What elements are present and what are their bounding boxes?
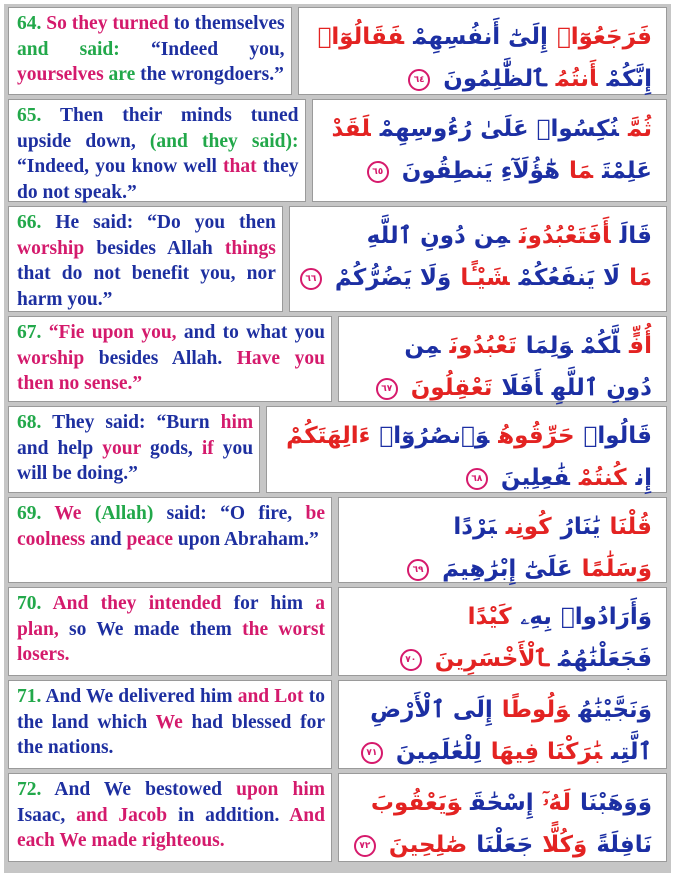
- translation-segment: so We made them: [58, 618, 243, 640]
- translation-segment: And We bestowed: [54, 779, 237, 800]
- translation-segment: to the land which: [17, 686, 325, 733]
- arabic-word: لَا يَنفَعُكُمْ: [518, 265, 621, 291]
- arabic-verse: [338, 316, 667, 402]
- translation-segment: And each We made righteous.: [17, 804, 325, 851]
- arabic-word: بِهِۦ: [520, 604, 552, 630]
- translation-segment: 64.: [17, 13, 47, 34]
- arabic-word: كُنتُمْ: [578, 465, 627, 491]
- translation-segment: besides Allah.: [84, 347, 237, 369]
- verse-row: [8, 7, 667, 95]
- arabic-word: لِلْعَٰلَمِينَ: [395, 739, 482, 765]
- arabic-word: أَفَتَعْبُدُونَ: [518, 223, 611, 249]
- arabic-word: صَٰلِحِينَ: [388, 832, 468, 858]
- english-translation: [8, 406, 260, 493]
- translation-segment: in addition.: [167, 804, 290, 826]
- verse-row: [8, 406, 667, 493]
- arabic-word: وَٱنصُرُوٓا۟: [379, 423, 490, 449]
- translation-segment: (and they said):: [149, 130, 299, 152]
- arabic-word: نَافِلَةً: [596, 832, 652, 858]
- verse-row: [8, 680, 667, 769]
- arabic-word: عَلِمْتَ: [602, 158, 652, 184]
- verse-number-marker: ٦٧: [376, 378, 398, 400]
- arabic-word: إِسْحَٰقَ: [470, 790, 534, 816]
- arabic-line: [323, 108, 652, 150]
- english-translation: [8, 206, 283, 312]
- arabic-word: تَعْقِلُونَ: [410, 375, 493, 401]
- arabic-word: جَعَلْنَا: [476, 832, 534, 858]
- arabic-verse: [312, 99, 667, 202]
- arabic-word: مِن دُونِ ٱللَّهِ: [366, 223, 510, 249]
- translation-segment: “Fie upon you,: [48, 322, 177, 343]
- arabic-line: [349, 506, 652, 548]
- translation-segment: intended: [148, 593, 222, 614]
- translation-segment: upon Abraham.”: [173, 528, 319, 550]
- arabic-line: [277, 457, 652, 499]
- arabic-line: [349, 824, 652, 866]
- arabic-line: [349, 367, 652, 409]
- translation-segment: (Allah): [81, 503, 167, 524]
- translation-segment: and: [85, 528, 127, 550]
- arabic-word: نُكِسُوا۟ عَلَىٰ رُءُوسِهِمْ: [379, 116, 619, 142]
- verse-row: [8, 206, 667, 312]
- translation-segment: that: [223, 156, 257, 177]
- arabic-word: ٱلظَّٰلِمُونَ: [443, 66, 547, 92]
- translation-segment: gods,: [140, 437, 202, 459]
- arabic-line: [349, 638, 652, 680]
- verse-row: [8, 99, 667, 202]
- translation-segment: peace: [126, 528, 174, 550]
- arabic-word: مَا: [569, 158, 594, 184]
- translation-segment: if: [201, 437, 214, 459]
- arabic-verse: [266, 406, 667, 493]
- translation-segment: Isaac,: [17, 804, 77, 826]
- arabic-word: عَلَىٰٓ إِبْرَٰهِيمَ: [442, 556, 573, 582]
- translation-segment: “Indeed you,: [119, 38, 285, 60]
- arabic-word: وَوَهَبْنَا: [580, 790, 652, 816]
- arabic-word: يَٰنَارُ: [560, 514, 601, 540]
- arabic-word: لَّكُمْ: [581, 333, 621, 359]
- translation-segment: Have you then no sense.”: [17, 347, 325, 394]
- translation-segment: are: [103, 64, 136, 85]
- translation-segment: 67.: [17, 322, 49, 343]
- arabic-line: [349, 325, 652, 367]
- translation-segment: they do not speak.”: [17, 156, 299, 203]
- arabic-word: قَالُوا۟: [583, 423, 652, 449]
- arabic-word: ءَالِهَتَكُمْ: [286, 423, 371, 449]
- translation-segment: And We delivered him: [45, 686, 238, 707]
- translation-segment: upon him: [236, 779, 325, 800]
- arabic-verse: [338, 587, 667, 676]
- translation-segment: 69.: [17, 503, 55, 524]
- arabic-word: لَهُۥٓ: [542, 790, 572, 816]
- arabic-line: [309, 58, 652, 100]
- verse-number-marker: ٦٥: [367, 161, 389, 183]
- translation-segment: 66.: [17, 212, 56, 233]
- english-translation: [8, 316, 332, 402]
- translation-segment: 65.: [17, 105, 60, 126]
- arabic-word: دُونِ ٱللَّهِ: [551, 375, 652, 401]
- arabic-line: [309, 16, 652, 58]
- arabic-word: وَكُلًّا: [542, 832, 588, 858]
- translation-segment: And they: [52, 593, 149, 614]
- translation-segment: things: [224, 237, 276, 259]
- arabic-word: أَفَلَا: [501, 375, 543, 401]
- translation-segment: had blessed for the nations.: [17, 711, 325, 758]
- english-translation: [8, 497, 332, 583]
- arabic-word: فَٰعِلِينَ: [500, 465, 570, 491]
- verse-row: [8, 316, 667, 402]
- translation-segment: a plan,: [17, 593, 325, 640]
- english-translation: [8, 7, 292, 95]
- arabic-line: [323, 150, 652, 192]
- arabic-word: قَالَ: [619, 223, 652, 249]
- arabic-word: وَسَلَٰمًا: [581, 556, 652, 582]
- translation-segment: the worst losers.: [17, 618, 325, 665]
- arabic-line: [300, 257, 652, 299]
- arabic-word: إِلَى ٱلْأَرْضِ: [370, 697, 493, 723]
- translation-segment: said: “O fire,: [166, 503, 306, 524]
- english-translation: [8, 99, 306, 202]
- verse-row: [8, 773, 667, 862]
- arabic-line: [300, 215, 652, 257]
- arabic-word: فَرَجَعُوٓا۟: [556, 24, 652, 50]
- verse-number-marker: ٧٢: [354, 835, 376, 857]
- translation-segment: and help: [17, 437, 103, 459]
- translation-segment: worship: [17, 237, 85, 259]
- translation-segment: your: [102, 437, 141, 459]
- english-translation: [8, 773, 332, 862]
- arabic-word: ثُمَّ: [627, 116, 652, 142]
- translation-segment: and Lot: [237, 686, 304, 707]
- translation-segment: besides Allah: [84, 237, 225, 259]
- translation-segment: for him: [221, 593, 316, 614]
- translation-segment: They said: “Burn: [52, 412, 221, 433]
- arabic-word: هَٰٓؤُلَآءِ يَنطِقُونَ: [401, 158, 561, 184]
- verse-number-marker: ٧٠: [400, 649, 422, 671]
- arabic-word: كَيْدًا: [467, 604, 512, 630]
- translation-segment: 70.: [17, 593, 53, 614]
- arabic-word: وَلُوطًا: [501, 697, 570, 723]
- arabic-word: حَرِّقُوهُ: [498, 423, 575, 449]
- arabic-word: أُفٍّ: [629, 333, 652, 359]
- translation-segment: 72.: [17, 779, 55, 800]
- translation-segment: and Jacob: [76, 804, 168, 826]
- arabic-word: وَنَجَّيْنَٰهُ: [578, 697, 652, 723]
- translation-segment: yourselves: [17, 64, 104, 85]
- arabic-word: تَعْبُدُونَ: [449, 333, 517, 359]
- translation-segment: and to what you: [176, 322, 326, 343]
- arabic-verse: [338, 773, 667, 862]
- verse-number-marker: ٦٩: [407, 559, 429, 581]
- arabic-word: ٱلَّتِى: [611, 739, 652, 765]
- translation-segment: Then their minds tuned upside down,: [17, 105, 299, 152]
- english-translation: [8, 587, 332, 676]
- translation-segment: do not benefit you, nor harm you.”: [17, 263, 276, 310]
- verse-number-marker: ٦٤: [408, 69, 430, 91]
- arabic-word: ٱلْأَخْسَرِينَ: [434, 646, 549, 672]
- verse-table: [4, 4, 671, 873]
- arabic-line: [349, 689, 652, 731]
- arabic-verse: [338, 497, 667, 583]
- verse-row: [8, 497, 667, 583]
- arabic-word: إِن: [635, 465, 652, 491]
- arabic-line: [349, 782, 652, 824]
- arabic-word: أَنتُمُ: [555, 66, 598, 92]
- translation-segment: 71.: [17, 686, 46, 707]
- arabic-word: وَأَرَادُوا۟: [560, 604, 652, 630]
- translation-segment: you will be doing.”: [17, 437, 254, 484]
- arabic-word: فَقَالُوٓا۟: [317, 24, 405, 50]
- arabic-word: شَيْـًٔا: [460, 265, 510, 291]
- arabic-word: وَلَا يَضُرُّكُمْ: [334, 265, 452, 291]
- arabic-word: وَيَعْقُوبَ: [370, 790, 462, 816]
- arabic-verse: [298, 7, 667, 95]
- arabic-verse: [338, 680, 667, 769]
- arabic-word: بَٰرَكْنَا فِيهَا: [490, 739, 603, 765]
- translation-segment: worship: [17, 347, 85, 369]
- arabic-line: [349, 548, 652, 590]
- translation-segment: So they turned: [46, 13, 169, 34]
- english-translation: [8, 680, 332, 769]
- verse-number-marker: ٦٦: [300, 268, 322, 290]
- translation-segment: that: [17, 263, 62, 284]
- translation-segment: “Indeed, you know well: [17, 156, 224, 177]
- arabic-word: لَقَدْ: [331, 116, 371, 142]
- arabic-word: وَلِمَا: [525, 333, 573, 359]
- translation-segment: We: [155, 711, 183, 733]
- arabic-line: [277, 415, 652, 457]
- verse-number-marker: ٧١: [361, 742, 383, 764]
- translation-segment: He said: “Do you then: [55, 212, 276, 233]
- verse-row: [8, 587, 667, 676]
- arabic-word: فَجَعَلْنَٰهُمُ: [558, 646, 652, 672]
- verse-number-marker: ٦٨: [466, 468, 488, 490]
- translation-segment: 68.: [17, 412, 53, 433]
- arabic-word: كُونِى: [505, 514, 552, 540]
- arabic-word: بَرْدًا: [453, 514, 497, 540]
- translation-segment: We: [54, 503, 82, 524]
- arabic-verse: [289, 206, 667, 312]
- translation-segment: the wrongdoers.”: [135, 64, 284, 85]
- arabic-word: مَا: [629, 265, 652, 291]
- arabic-line: [349, 731, 652, 773]
- arabic-word: مِن: [404, 333, 441, 359]
- arabic-word: إِلَىٰٓ أَنفُسِهِمْ: [413, 24, 548, 50]
- arabic-word: إِنَّكُمْ: [606, 66, 652, 92]
- translation-segment: and said:: [17, 38, 120, 60]
- arabic-line: [349, 596, 652, 638]
- arabic-word: قُلْنَا: [609, 514, 652, 540]
- translation-segment: be coolness: [17, 503, 325, 550]
- translation-segment: to themselves: [168, 13, 285, 34]
- translation-segment: him: [220, 412, 254, 433]
